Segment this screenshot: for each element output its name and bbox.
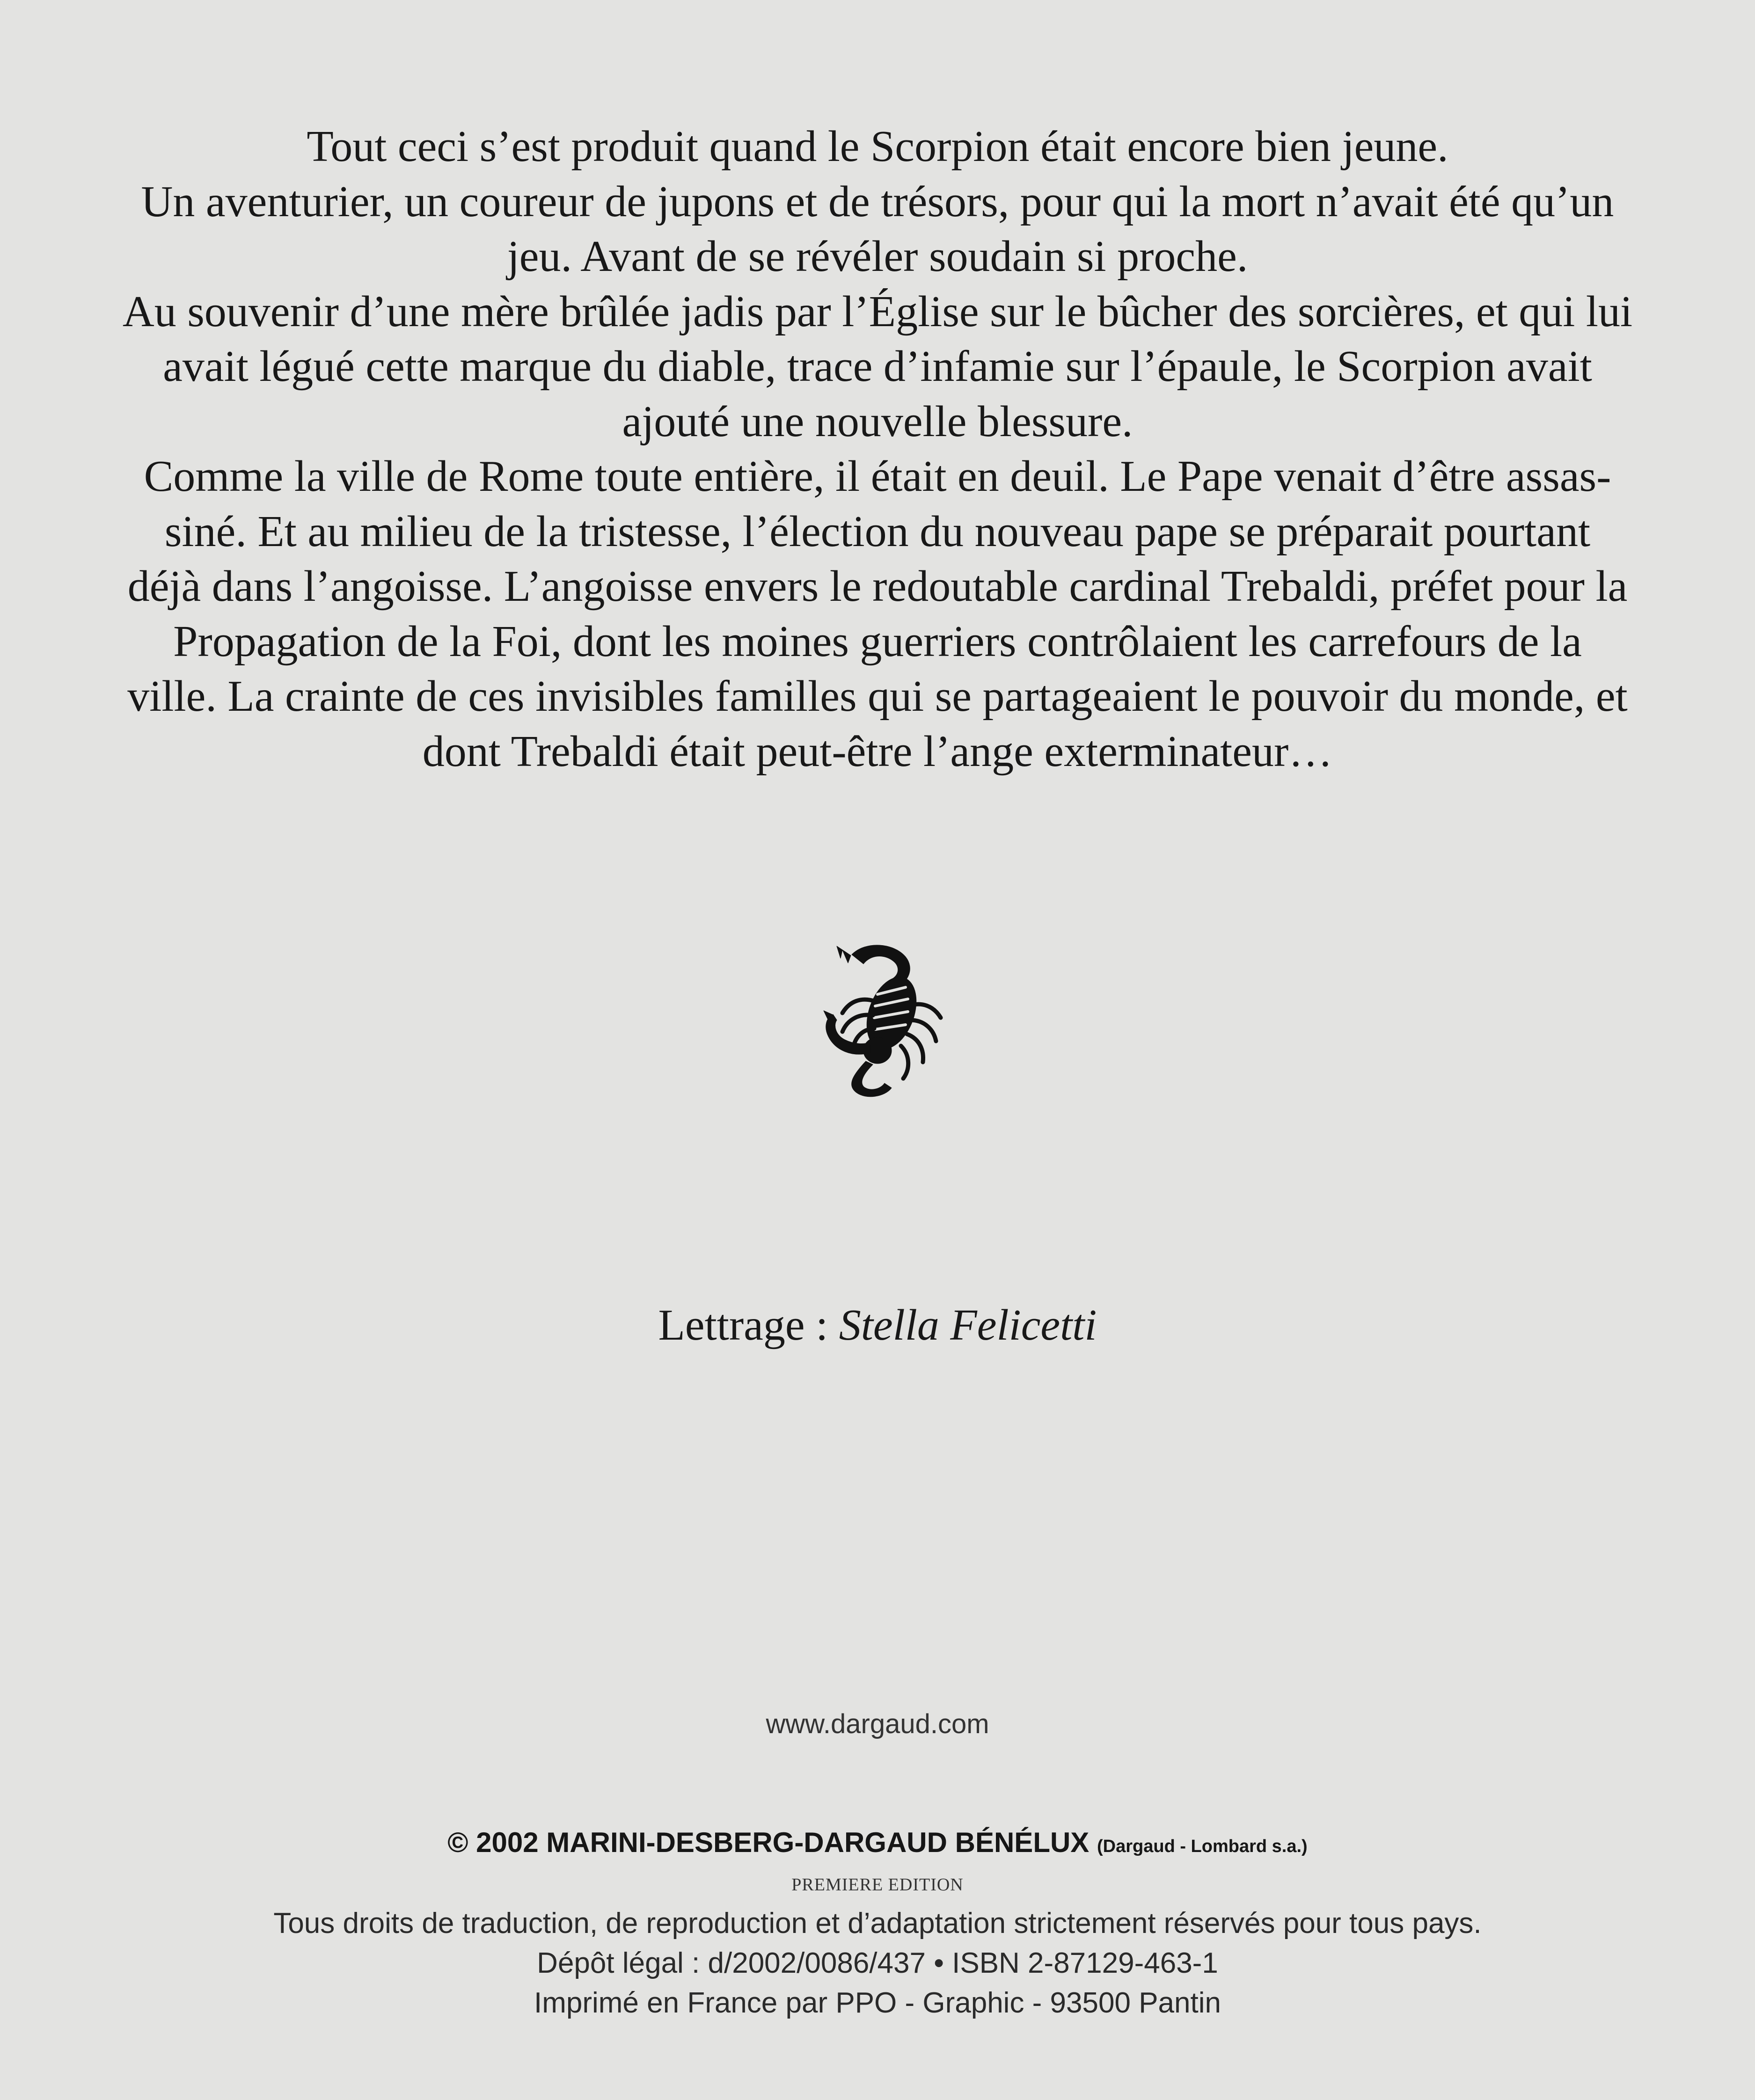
intro-line: dont Trebaldi était peut-être l’ange exterminateur…: [422, 727, 1333, 776]
intro-line: avait légué cette marque du diable, trace d’infamie sur l’épaule, le Scorpion avait: [163, 342, 1592, 391]
copyright-main: © 2002 MARINI-DESBERG-DARGAUD BÉNÉLUX: [447, 1827, 1097, 1858]
legal-line: Dépôt légal : d/2002/0086/437 • ISBN 2-87129-463-1: [537, 1947, 1218, 1979]
credit-label: Lettrage :: [658, 1301, 839, 1349]
intro-line: ajouté une nouvelle blessure.: [622, 397, 1133, 446]
intro-line: Comme la ville de Rome toute entière, il était en deuil. Le Pape venait d’être assas-: [144, 452, 1611, 501]
legal-notice: [0, 1903, 1755, 2023]
intro-line: Au souvenir d’une mère brûlée jadis par l’Église sur le bûcher des sorcières, et qui lui: [122, 287, 1633, 336]
intro-line: Propagation de la Foi, dont les moines guerriers contrôlaient les carrefours de la: [173, 617, 1582, 666]
credit-name: Stella Felicetti: [839, 1301, 1097, 1349]
copyright-publisher: (Dargaud - Lombard s.a.): [1097, 1837, 1308, 1856]
lettering-credit: [0, 1297, 1755, 1353]
legal-line: Tous droits de traduction, de reproduction et d’adaptation strictement réservés pour tous pays.: [273, 1907, 1482, 1940]
intro-line: déjà dans l’angoisse. L’angoisse envers le redoutable cardinal Trebaldi, préfet pour la: [127, 562, 1628, 611]
intro-line: Tout ceci s’est produit quand le Scorpion était encore bien jeune.: [307, 122, 1448, 171]
scorpion-icon: [796, 936, 959, 1104]
legal-line: Imprimé en France par PPO - Graphic - 93500 Pantin: [534, 1987, 1221, 2019]
intro-line: siné. Et au milieu de la tristesse, l’élection du nouveau pape se préparait pourtant: [164, 507, 1591, 556]
copyright-line: [0, 1824, 1755, 1865]
intro-text: [0, 119, 1755, 779]
publisher-website: www.dargaud.com: [766, 1709, 989, 1739]
intro-line: jeu. Avant de se révéler soudain si proche.: [507, 232, 1248, 281]
edition-label: PREMIERE EDITION: [791, 1875, 964, 1895]
intro-line: ville. La crainte de ces invisibles familles qui se partageaient le pouvoir du monde, et: [127, 672, 1628, 721]
intro-line: Un aventurier, un coureur de jupons et de trésors, pour qui la mort n’avait été qu’un: [141, 177, 1614, 226]
